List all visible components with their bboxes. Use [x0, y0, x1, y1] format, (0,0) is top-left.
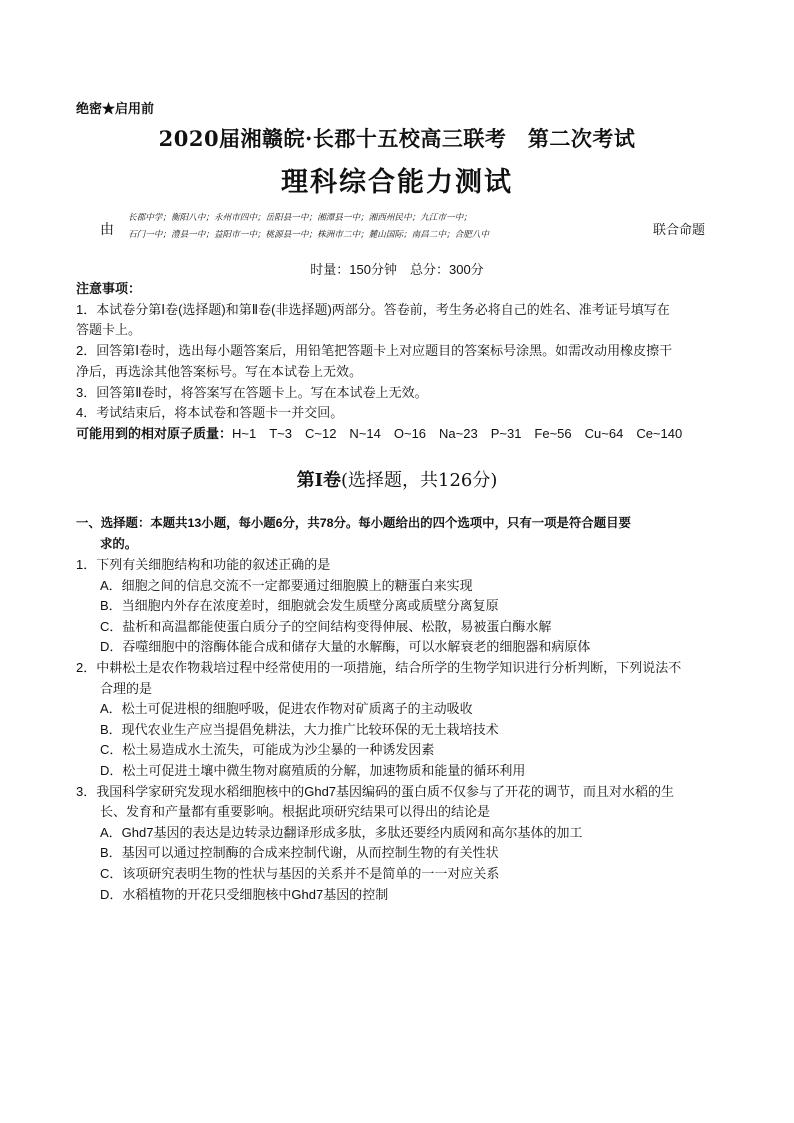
question-option: A．松土可促进根的细胞呼吸，促进农作物对矿质离子的主动吸收: [100, 701, 473, 717]
part-number: 第Ⅰ卷: [296, 470, 341, 491]
question-option: D．吞噬细胞中的溶酶体能合成和储存大量的水解酶，可以水解衰老的细胞器和病原体: [100, 639, 591, 655]
section-line: 求的。: [100, 536, 138, 551]
school-list-line: 长郡中学；衡阳八中；永州市四中；岳阳县一中；湘潭县一中；湘西州民中；九江市一中；: [128, 213, 472, 223]
union-prefix: 由: [100, 222, 114, 238]
subject-title: 理科综合能力测试: [281, 167, 513, 198]
section-line: 一、选择题：本题共13小题，每小题6分，共78分。每小题给出的四个选项中，只有一项是符合题目要: [76, 516, 631, 530]
union-suffix: 联合命题: [653, 222, 706, 237]
part-heading: [0, 466, 794, 492]
question-option: C．松土易造成水土流失，可能成为沙尘暴的一种诱发因素: [100, 742, 435, 758]
question-3: [76, 782, 726, 906]
question-option: B．当细胞内外存在浓度差时，细胞就会发生质壁分离或质壁分离复原: [100, 598, 499, 614]
question-option: C．盐析和高温都能使蛋白质分子的空间结构变得伸展、松散，易被蛋白酶水解: [100, 618, 552, 634]
question-stem-continued: 合理的是: [100, 680, 153, 696]
instruction-line: 1．本试卷分第Ⅰ卷(选择题)和第Ⅱ卷(非选择题)两部分。答卷前，考生务必将自己的姓名、准考证号填写在: [76, 301, 670, 317]
confidential-label: 绝密★启用前: [76, 102, 155, 117]
instructions: [76, 279, 726, 445]
school-list-line: 石门一中；澧县一中；益阳市一中；桃源县一中；株洲市二中；麓山国际；南昌二中；合肥八中: [128, 230, 489, 240]
question-stem-continued: 长、发育和产量都有重要影响。根据此项研究结果可以得出的结论是: [100, 804, 491, 820]
question-list: [76, 555, 726, 905]
instructions-heading: 注意事项：: [76, 281, 142, 296]
atomic-mass-line: [76, 424, 726, 445]
question-option: B．基因可以通过控制酶的合成来控制代谢，从而控制生物的有关性状: [100, 845, 499, 861]
part-description: (选择题，共126分): [341, 470, 498, 491]
instruction-line: 3．回答第Ⅱ卷时，将答案写在答题卡上。写在本试卷上无效。: [76, 384, 428, 400]
instruction-line: 2．回答第Ⅰ卷时，选出每小题答案后，用铅笔把答题卡上对应题目的答案标号涂黑。如需改动用橡皮擦干: [76, 343, 673, 359]
question-option: A．Ghd7基因的表达是边转录边翻译形成多肽，多肽还要经内质网和高尔基体的加工: [100, 824, 583, 840]
atomic-mass-values: H~1 T~3 C~12 N~14 O~16 Na~23 P~31 Fe~56 Cu~64 Ce~140: [232, 425, 683, 441]
question-option: B．现代农业生产应当提倡免耕法，大力推广比较环保的无土栽培技术: [100, 721, 499, 737]
question-option: C．该项研究表明生物的性状与基因的关系并不是简单的一一对应关系: [100, 865, 500, 881]
question-stem: 2．中耕松土是农作物栽培过程中经常使用的一项措施，结合所学的生物学知识进行分析判断，下列说法不: [76, 659, 682, 675]
question-2: [76, 658, 726, 782]
instruction-line: 4．考试结束后，将本试卷和答题卡一并交回。: [76, 405, 344, 421]
question-option: D．松土可促进土壤中微生物对腐殖质的分解，加速物质和能量的循环利用: [100, 762, 526, 778]
question-1: [76, 555, 726, 658]
question-stem: 1．下列有关细胞结构和功能的叙述正确的是: [76, 557, 331, 572]
school-list: [128, 210, 718, 244]
joint-schools-block: [76, 208, 736, 248]
section-instructions: [76, 513, 726, 554]
instruction-line: 答题卡上。: [76, 322, 142, 338]
instruction-line: 净后，再选涂其他答案标号。写在本试卷上无效。: [76, 363, 363, 379]
atomic-mass-label: 可能用到的相对原子质量：: [76, 425, 233, 441]
exam-title: 2020届湘赣皖·长郡十五校高三联考 第二次考试: [158, 126, 636, 151]
question-stem: 3．我国科学家研究发现水稻细胞核中的Ghd7基因编码的蛋白质不仅参与了开花的调节，而且对水稻的生: [76, 783, 675, 799]
question-option: D．水稻植物的开花只受细胞核中Ghd7基因的控制: [100, 886, 389, 902]
time-and-score: 时量：150分钟 总分：300分: [310, 262, 484, 277]
question-option: A．细胞之间的信息交流不一定都要通过细胞膜上的糖蛋白来实现: [100, 577, 473, 593]
